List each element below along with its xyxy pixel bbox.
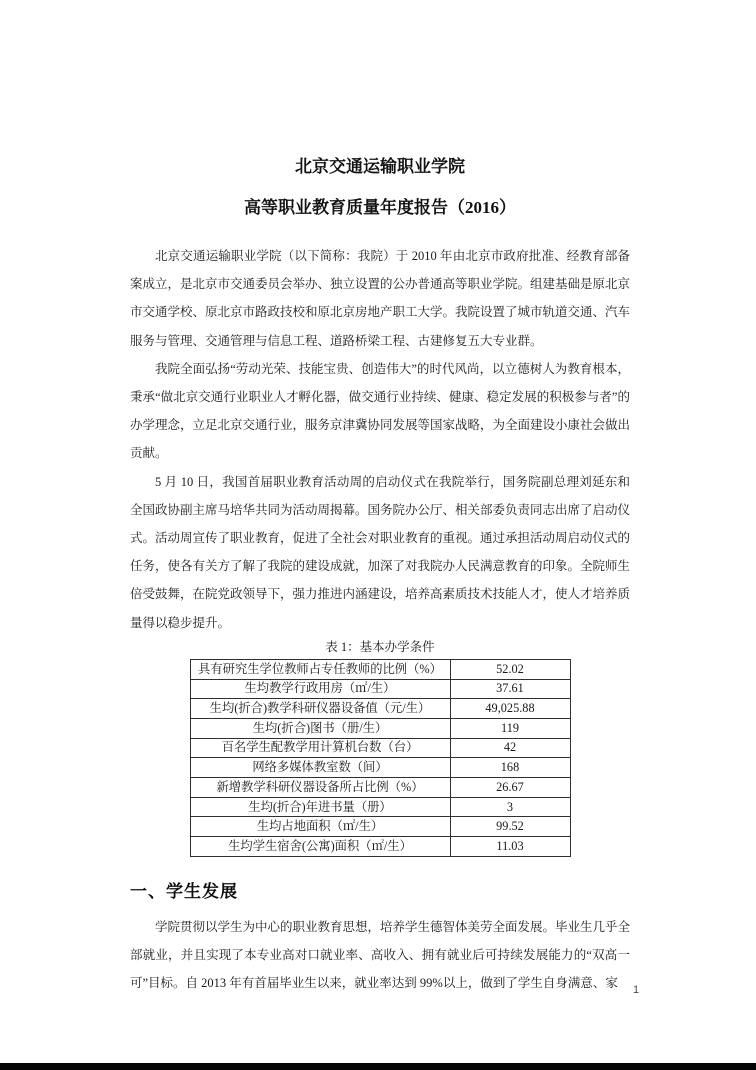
table-cell-value: 168 bbox=[450, 758, 570, 778]
table-row bbox=[190, 699, 570, 719]
table-row bbox=[190, 837, 570, 857]
table-cell-value: 99.52 bbox=[450, 817, 570, 837]
table-cell-label: 百名学生配教学用计算机台数（台） bbox=[190, 738, 450, 758]
table-row bbox=[190, 679, 570, 699]
table-cell-label: 生均学生宿舍(公寓)面积（㎡/生） bbox=[190, 837, 450, 857]
doc-title-line1: 北京交通运输职业学院 bbox=[295, 157, 465, 176]
table-cell-value: 42 bbox=[450, 738, 570, 758]
table-row bbox=[190, 738, 570, 758]
table-row bbox=[190, 797, 570, 817]
table-cell-label: 生均(折合)教学科研仪器设备值（元/生） bbox=[190, 699, 450, 719]
table-row bbox=[190, 659, 570, 679]
page-content bbox=[130, 0, 630, 997]
paragraph-intro: 北京交通运输职业学院（以下简称：我院）于 2010 年由北京市政府批准、经教育部备案成立，是北京市交通委员会举办、独立设置的公办普通高等职业学院。组建基础是原北京市交通学校、原北京市路政技校和原北京房地产职工大学。我院设置了城市轨道交通、汽车服务与管理、交通管理与信息工程、道路桥梁工程、古建修复五大专业群。 bbox=[130, 249, 631, 348]
table-row bbox=[190, 777, 570, 797]
table-cell-value: 11.03 bbox=[450, 837, 570, 857]
basic-conditions-table bbox=[190, 659, 571, 857]
paragraph-philosophy: 我院全面弘扬“劳动光荣、技能宝贵、创造伟大”的时代风尚，以立德树人为教育根本，秉承“做北京交通行业职业人才孵化器，做交通行业持续、健康、稳定发展的积极参与者”的办学理念，立足北京交通行业，服务京津冀协同发展等国家战略，为全面建设小康社会做出贡献。 bbox=[130, 361, 631, 461]
table-cell-label: 网络多媒体教室数（间） bbox=[190, 758, 450, 778]
table-cell-value: 26.67 bbox=[450, 777, 570, 797]
paragraph-activity-week: 5 月 10 日，我国首届职业教育活动周的启动仪式在我院举行，国务院副总理刘延东和全国政协副主席马培华共同为活动周揭幕。国务院办公厅、相关部委负责同志出席了启动仪式。活动周宣传了职业教育，促进了全社会对职业教育的重视。通过承担活动周启动仪式的任务，使各有关方了解了我院的建设成就，加深了对我院办人民满意教育的印象。全院师生倍受鼓舞，在院党政领导下，强力推进内涵建设，培养高素质技术技能人才，使人才培养质量得以稳步提升。 bbox=[130, 474, 631, 630]
table-cell-value: 119 bbox=[450, 718, 570, 738]
page-number: 1 bbox=[632, 984, 640, 996]
table-cell-label: 新增教学科研仪器设备所占比例（%） bbox=[190, 777, 450, 797]
page-bottom-edge bbox=[0, 1063, 756, 1070]
table-cell-label: 生均(折合)年进书量（册） bbox=[190, 797, 450, 817]
table-cell-label: 生均占地面积（㎡/生） bbox=[190, 817, 450, 837]
table-caption: 表 1：基本办学条件 bbox=[325, 639, 435, 654]
basic-conditions-table-body bbox=[190, 659, 570, 856]
table-row bbox=[190, 718, 570, 738]
table-cell-label: 生均(折合)图书（册/生） bbox=[190, 718, 450, 738]
table-cell-value: 52.02 bbox=[450, 659, 570, 679]
paragraph-student-development: 学院贯彻以学生为中心的职业教育思想，培养学生德智体美劳全面发展。毕业生几乎全部就业，并且实现了本专业高对口就业率、高收入、拥有就业后可持续发展能力的“双高一可”目标。自 2013 年有首届毕业生以来，就业率达到 99%以上，做到了学生自身满意、家 bbox=[130, 919, 631, 991]
table-row bbox=[190, 817, 570, 837]
table-cell-value: 37.61 bbox=[450, 679, 570, 699]
table-cell-value: 3 bbox=[450, 797, 570, 817]
table-cell-label: 生均教学行政用房（㎡/生） bbox=[190, 679, 450, 699]
doc-title-line2: 高等职业教育质量年度报告（2016） bbox=[244, 198, 516, 217]
table-cell-value: 49,025.88 bbox=[450, 699, 570, 719]
table-cell-label: 具有研究生学位教师占专任教师的比例（%） bbox=[190, 659, 450, 679]
section-heading-student-development: 一、学生发展 bbox=[130, 881, 238, 901]
table-row bbox=[190, 758, 570, 778]
